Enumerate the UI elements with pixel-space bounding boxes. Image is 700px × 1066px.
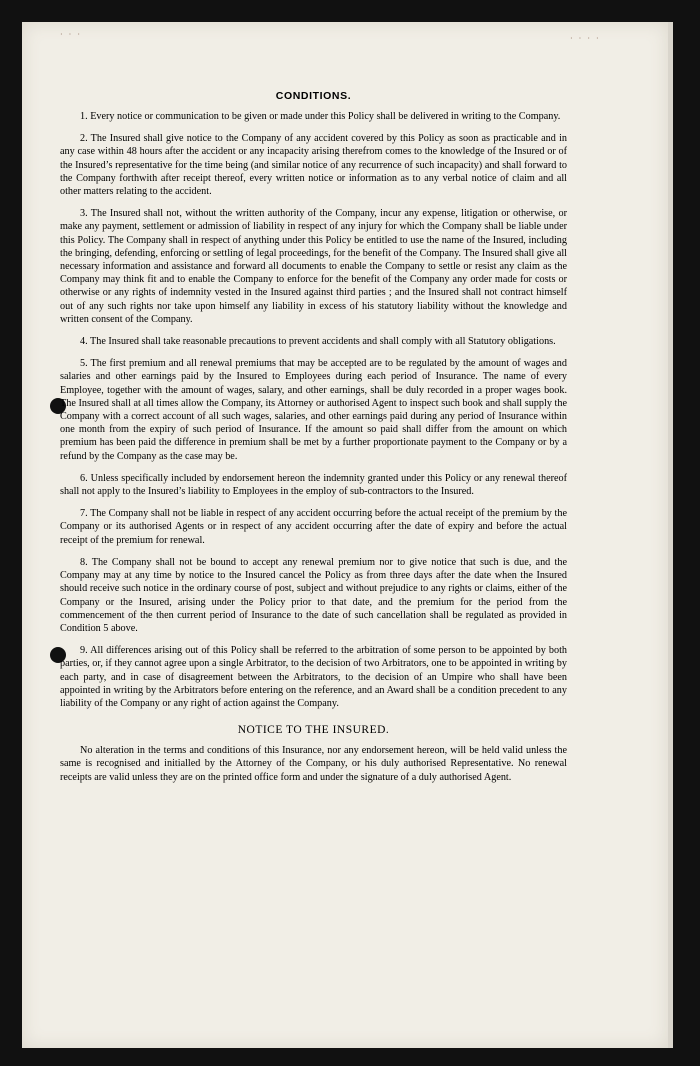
corner-mark: · · · xyxy=(60,30,82,39)
document-body xyxy=(60,90,567,793)
condition-5: 5. The first premium and all renewal premiums that may be accepted are to be regulated by the amount of wages and salaries and other earnings paid by the Insured to Employees during each period of Insurance. The name of every Employee, together with the amount of wages, salary, and other earnings, shall be duly recorded in a proper wages book. The Insured shall at all times allow the Company, its Attorney or authorised Agent to inspect such book and shall supply the Company with a correct account of all such wages, salaries, and other earnings paid during any period of Insurance within one month from the expiry of such period of Insurance. If the amount so paid shall differ from the amount on which premium has been paid the difference in premium shall be met by a further proportionate payment to the Company or by a refund by the Company as the case may be. xyxy=(60,358,567,462)
condition-8: 8. The Company shall not be bound to accept any renewal premium nor to give notice that such is due, and the Company may at any time by notice to the Insured cancel the Policy as from three days after the date when the Insured should receive such notice in the ordinary course of post, subject and without prejudice to any rights or claims, either of the Company or the Insured, arising under the Policy prior to that date, and the premium for the period from the commencement of the then current period of Insurance to the date of such cancellation shall be regulated as provided in Condition 5 above. xyxy=(60,556,567,634)
condition-9: 9. All differences arising out of this Policy shall be referred to the arbitration of some person to be appointed by both parties, or, if they cannot agree upon a single Arbitrator, to the decision of two Arbitrators, one to be appointed in writing by each party, and in case of disagreement between the Arbitrators, to the decision of an Umpire who shall have been appointed in writing by the Arbitrators before entering on the reference, and an Award shall be a condition precedent to any liability of the Company or any right of action against the Company. xyxy=(60,645,567,709)
condition-6: 6. Unless specifically included by endorsement hereon the indemnity granted under this Policy or any renewal thereof shall not apply to the Insured’s liability to Employees in the employ of sub-contractors to the Insured. xyxy=(60,472,567,498)
corner-mark: · · · · xyxy=(570,34,601,43)
notice-text: No alteration in the terms and conditions of this Insurance, nor any endorsement hereon, will be held valid unless the same is recognised and initialled by the Attorney of the Company, or his duly authorised Representative. No renewal receipts are valid unless they are on the printed office form and under the signature of a duly authorised Agent. xyxy=(60,745,567,783)
notice-title: NOTICE TO THE INSURED. xyxy=(237,724,390,737)
condition-3: 3. The Insured shall not, without the written authority of the Company, incur any expense, litigation or otherwise, or make any payment, settlement or admission of liability in respect of any injury for which the Company shall be liable under this Policy. The Company shall in respect of anything under this Policy be entitled to use the name of the Insured, including the bringing, defending, enforcing or settling of legal proceedings, for the benefit of the Company. The Insured shall give all necessary information and assistance and forward all documents to enable the Company to settle or resist any claim as the Company may think fit and to enable the Company to enforce for the benefit of the Company any order made for costs or otherwise or any rights of indemnity vested in the Insured against third parties ; and the Insured shall not contract himself out of any such rights nor take upon himself any liability in excess of his statutory liability without the knowledge and written consent of the Company. xyxy=(60,208,567,325)
condition-4: 4. The Insured shall take reasonable precautions to prevent accidents and shall comply with all Statutory obligations. xyxy=(80,336,556,348)
page-edge xyxy=(668,22,673,1048)
condition-1: 1. Every notice or communication to be given or made under this Policy shall be delivered in writing to the Company. xyxy=(80,111,561,122)
condition-7: 7. The Company shall not be liable in respect of any accident occurring before the actual receipt of the premium by the Company or its authorised Agents or in respect of any accident occurring after the date of expiry and before the actual receipt of the premium for renewal. xyxy=(60,508,567,546)
conditions-title: CONDITIONS. xyxy=(275,90,352,102)
condition-2: 2. The Insured shall give notice to the Company of any accident covered by this Policy as soon as practicable and in any case within 48 hours after the accident or any incapacity arising therefrom comes to the knowledge of the Insured or of the Insured’s representative for the time being (and similar notice of any recurrence of such incapacity) and shall forward to the Company forthwith after receipt thereof, every written notice or information as to any verbal notice of claim and all other matters relating to the accident. xyxy=(60,133,567,198)
